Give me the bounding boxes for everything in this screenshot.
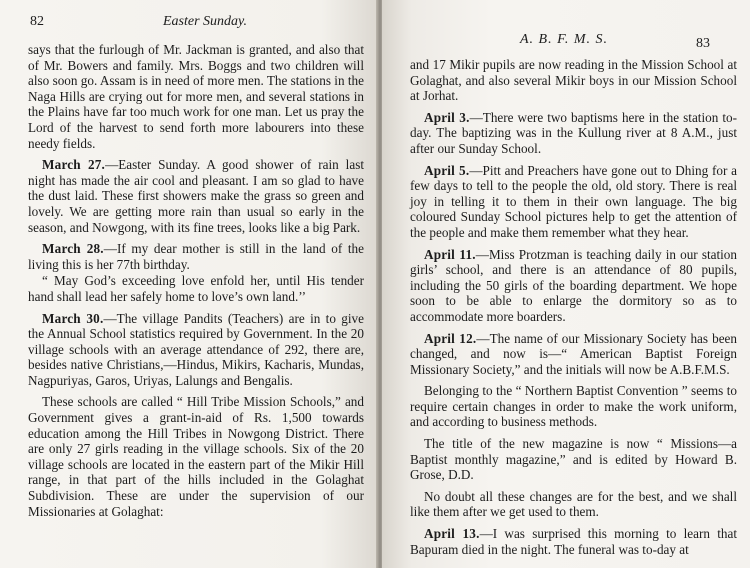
entry-date: March 28. xyxy=(42,241,104,257)
entry-date: April 3. xyxy=(424,109,470,125)
paragraph xyxy=(410,57,737,104)
right-page xyxy=(382,0,750,568)
paragraph-text: —Pitt and Preachers have gone out to Dhing for a few days to tell to the people the old, old story. There is real joy in telling it to them in their own language. The big coloured Sunday School pictures help to get the attention of the people and make them remember what they hear. xyxy=(410,162,737,240)
paragraph xyxy=(28,241,364,272)
paragraph-text: —I was surprised this morning to learn that Bapuram died in the night. The funeral was to-day at xyxy=(410,526,737,557)
paragraph-text: —Miss Protzman is teaching daily in our station girls’ school, and there is an attendance of 80 pupils, including the 50 girls of the boarding department. We hope soon to be able to enlarge the dormitory so as to accommodate more boarders. xyxy=(410,246,737,324)
entry-date: March 27. xyxy=(42,157,106,173)
paragraph xyxy=(28,394,364,519)
entry-date: April 13. xyxy=(424,526,480,542)
left-page-number: 82 xyxy=(30,14,44,29)
paragraph-text: says that the furlough of Mr. Jackman is granted, and also that of Mr. Bowers and family. Mrs. Boggs and two children will also soon go. Assam is in need of more men. The stations in the Naga Hills are crying out for more men, and several stations in the Plains have far too much work for one man. Let us pray the Lord of the harvest to send forth more labourers into these needy fields. xyxy=(28,42,364,151)
left-page-body xyxy=(28,42,364,525)
paragraph xyxy=(410,383,737,430)
left-running-head: Easter Sunday. xyxy=(163,14,247,29)
right-running-head: A. B. F. M. S. xyxy=(520,32,609,47)
paragraph-text: “ May God’s exceeding love enfold her, until His tender hand shall lead her safely home to love’s own land.’’ xyxy=(28,273,364,304)
paragraph-text: —If my dear mother is still in the land of the living this is her 77th birthday. xyxy=(28,241,364,272)
paragraph-text: These schools are called “ Hill Tribe Mission Schools,” and Government gives a grant-in-aid of Rs. 1,500 towards education among the Hill Tribes in Nowgong District. There are only 27 girls reading in the village schools. Six of the 20 village schools are located in the eastern part of the Mikir Hill range, in that part of the hills included in the Golaghat Subdivision. These are under the supervision of our Missionaries at Golaghat: xyxy=(28,394,364,519)
paragraph xyxy=(28,311,364,389)
paragraph xyxy=(28,157,364,235)
paragraph-text: and 17 Mikir pupils are now reading in the Mission School at Golaghat, and also several Mikir boys in our Mission School at Jorhat. xyxy=(410,57,737,104)
entry-date: April 5. xyxy=(424,162,470,178)
paragraph-text: No doubt all these changes are for the best, and we shall like them after we get used to them. xyxy=(410,488,737,520)
paragraph-text: —Easter Sunday. A good shower of rain last night has made the air cool and pleasant. I am so glad to have the dust laid. These first showers make the grass so green and lovely. We are getting more rain than usual so early in the season, and Nowgong, with its fine trees, looks like a big Park. xyxy=(28,157,364,235)
paragraph xyxy=(410,163,737,241)
paragraph-text: —There were two baptisms here in the station to-day. The baptizing was in the Kullung river at 8 A.M., just after our Sunday School. xyxy=(410,109,737,156)
right-page-number: 83 xyxy=(696,36,710,51)
entry-date: April 11. xyxy=(424,246,476,262)
paragraph-text: The title of the new magazine is now “ Missions—a Baptist monthly magazine,” and is edited by Howard B. Grose, D.D. xyxy=(410,436,737,483)
paragraph xyxy=(410,526,737,557)
paragraph xyxy=(410,489,737,520)
paragraph xyxy=(410,247,737,325)
paragraph-text: —The name of our Missionary Society has been changed, and now is—“ American Baptist Foreign Missionary Society,” and the initials will now be A.B.F.M.S. xyxy=(410,330,737,377)
paragraph xyxy=(410,436,737,483)
paragraph xyxy=(28,42,364,151)
paragraph xyxy=(410,331,737,378)
entry-date: April 12. xyxy=(424,330,477,346)
paragraph xyxy=(410,110,737,157)
right-page-body xyxy=(410,57,737,563)
entry-date: March 30. xyxy=(42,310,104,326)
paragraph-text: —The village Pandits (Teachers) are in to give the Annual School statistics required by Government. In the 20 village schools with an average attendance of 292, there are, besides native Christians,—Hindus, Mikirs, Kacharis, Mundas, Nagpuriyas, Garos, Uriyas, Lalungs and Bengalis. xyxy=(28,310,364,388)
paragraph-text: Belonging to the “ Northern Baptist Convention ” seems to require certain changes in order to make the work uniform, and according to business methods. xyxy=(410,383,737,430)
paragraph xyxy=(28,273,364,304)
